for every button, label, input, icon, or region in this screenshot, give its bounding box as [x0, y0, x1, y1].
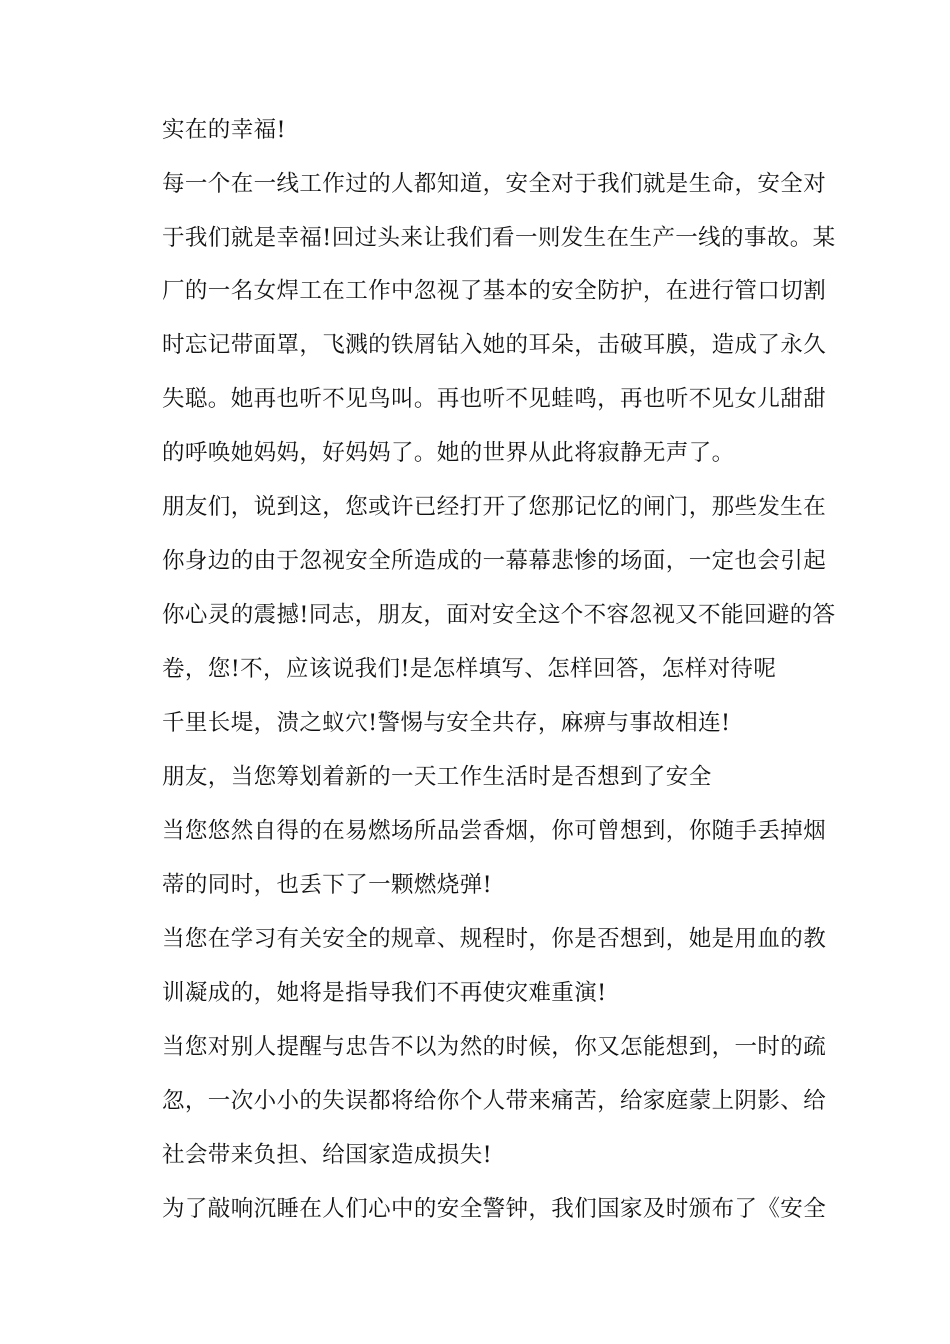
text-line: 社会带来负担、给国家造成损失! [162, 1142, 493, 1168]
text-line: 忽，一次小小的失误都将给你个人带来痛苦，给家庭蒙上阴影、给 [162, 1088, 827, 1114]
text-line: 每一个在一线工作过的人都知道，安全对于我们就是生命，安全对 [162, 171, 827, 197]
text-line: 当您悠然自得的在易燃场所品尝香烟，你可曾想到，你随手丢掉烟 [162, 818, 827, 844]
text-line: 的呼唤她妈妈，好妈妈了。她的世界从此将寂静无声了。 [162, 440, 735, 466]
text-line: 当您对别人提醒与忠告不以为然的时候，你又怎能想到，一时的疏 [162, 1034, 827, 1060]
text-line: 当您在学习有关安全的规章、规程时，你是否想到，她是用血的教 [162, 926, 827, 952]
text-line: 千里长堤，溃之蚁穴!警惕与安全共存，麻痹与事故相连! [162, 710, 731, 736]
text-line: 为了敲响沉睡在人们心中的安全警钟，我们国家及时颁布了《安全 [162, 1196, 827, 1222]
text-line: 卷，您!不，应该说我们!是怎样填写、怎样回答，怎样对待呢 [162, 656, 777, 682]
text-line: 失聪。她再也听不见鸟叫。再也听不见蛙鸣，再也听不见女儿甜甜 [162, 386, 827, 412]
text-line: 朋友们，说到这，您或许已经打开了您那记忆的闸门，那些发生在 [162, 494, 827, 520]
text-line: 朋友，当您筹划着新的一天工作生活时是否想到了安全 [162, 764, 712, 790]
text-line: 实在的幸福! [162, 117, 286, 143]
text-line: 时忘记带面罩，飞溅的铁屑钻入她的耳朵，击破耳膜，造成了永久 [162, 332, 827, 358]
text-line: 你身边的由于忽视安全所造成的一幕幕悲惨的场面，一定也会引起 [162, 548, 827, 574]
text-line: 蒂的同时，也丢下了一颗燃烧弹! [162, 872, 493, 898]
text-line: 你心灵的震撼!同志，朋友，面对安全这个不容忽视又不能回避的答 [162, 602, 836, 628]
text-line: 厂的一名女焊工在工作中忽视了基本的安全防护，在进行管口切割 [162, 278, 827, 304]
text-line: 训凝成的，她将是指导我们不再使灾难重演! [162, 980, 607, 1006]
text-line: 于我们就是幸福!回过头来让我们看一则发生在生产一线的事故。某 [162, 225, 836, 251]
